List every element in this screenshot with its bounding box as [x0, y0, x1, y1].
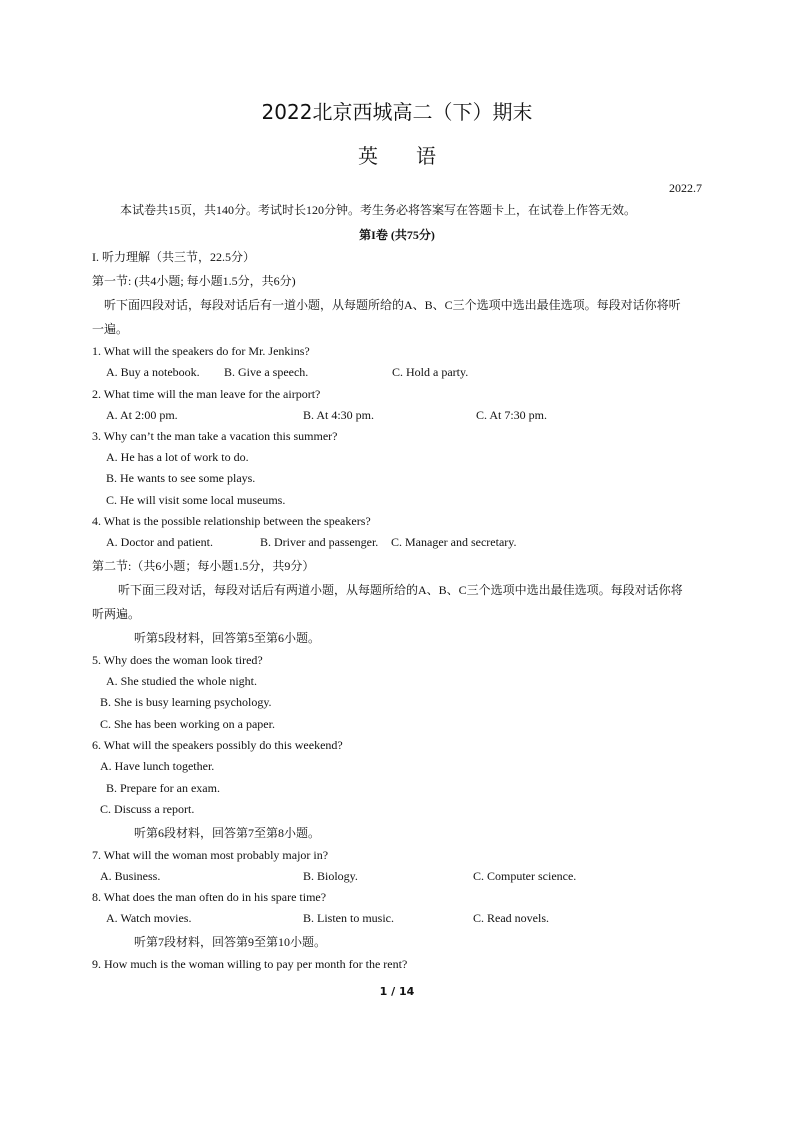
instructions-2a: 听下面三段对话，每段对话后有两道小题，从每题所给的A、B、C三个选项中选出最佳选项。每段对话你将: [118, 583, 683, 597]
question-4-option-a: A. Doctor and patient.: [106, 535, 213, 549]
question-8-option-b: B. Listen to music.: [303, 911, 394, 925]
question-1-option-a: A. Buy a notebook.: [106, 365, 200, 379]
question-3-stem: 3. Why can’t the man take a vacation this summer?: [92, 429, 338, 443]
material-5-note: 听第5段材料，回答第5至第6小题。: [134, 631, 321, 645]
question-1-stem: 1. What will the speakers do for Mr. Jenkins?: [92, 344, 310, 358]
question-1-option-b: B. Give a speech.: [224, 365, 309, 379]
material-6-note: 听第6段材料，回答第7至第8小题。: [134, 826, 321, 840]
material-7-note: 听第7段材料，回答第9至第10小题。: [134, 935, 327, 949]
instructions-1b: 一遍。: [92, 322, 129, 336]
part-title: 第I卷 (共75分): [359, 228, 435, 242]
question-6-stem: 6. What will the speakers possibly do this weekend?: [92, 738, 343, 752]
question-8-option-a: A. Watch movies.: [106, 911, 192, 925]
question-4-option-b: B. Driver and passenger.: [260, 535, 379, 549]
intro-text: 本试卷共15页，共140分。考试时长120分钟。考生务必将答案写在答题卡上，在试卷上作答无效。: [120, 203, 637, 217]
question-3-option-c: C. He will visit some local museums.: [106, 493, 286, 507]
exam-date: 2022.7: [669, 181, 702, 195]
question-5-option-c: C. She has been working on a paper.: [100, 717, 275, 731]
question-4-option-c: C. Manager and secretary.: [391, 535, 517, 549]
question-7-option-b: B. Biology.: [303, 869, 358, 883]
question-2-stem: 2. What time will the man leave for the airport?: [92, 387, 321, 401]
question-8-stem: 8. What does the man often do in his spare time?: [92, 890, 327, 904]
question-1-option-c: C. Hold a party.: [392, 365, 469, 379]
question-3-option-a: A. He has a lot of work to do.: [106, 450, 249, 464]
instructions-2b: 听两遍。: [92, 607, 141, 621]
question-5-option-a: A. She studied the whole night.: [106, 674, 257, 688]
question-4-stem: 4. What is the possible relationship between the speakers?: [92, 514, 371, 528]
section-heading: I. 听力理解（共三节，22.5分）: [92, 250, 255, 264]
question-5-option-b: B. She is busy learning psychology.: [100, 695, 272, 709]
question-7-stem: 7. What will the woman most probably major in?: [92, 848, 329, 862]
subject-title: 英语: [358, 144, 474, 168]
question-6-option-b: B. Prepare for an exam.: [106, 781, 220, 795]
question-3-option-b: B. He wants to see some plays.: [106, 471, 256, 485]
exam-title: 2022北京西城高二（下）期末: [261, 100, 533, 124]
subsection-2-heading: 第二节:（共6小题；每小题1.5分，共9分）: [92, 559, 315, 573]
question-6-option-c: C. Discuss a report.: [100, 802, 195, 816]
question-5-stem: 5. Why does the woman look tired?: [92, 653, 263, 667]
question-7-option-a: A. Business.: [100, 869, 161, 883]
subsection-1-heading: 第一节: (共4小题; 每小题1.5分，共6分): [92, 274, 296, 288]
question-6-option-a: A. Have lunch together.: [100, 759, 215, 773]
page-number: 1 / 14: [379, 985, 415, 998]
question-8-option-c: C. Read novels.: [473, 911, 549, 925]
question-7-option-c: C. Computer science.: [473, 869, 577, 883]
question-9-stem: 9. How much is the woman willing to pay per month for the rent?: [92, 957, 408, 971]
question-2-option-c: C. At 7:30 pm.: [476, 408, 548, 422]
instructions-1a: 听下面四段对话，每段对话后有一道小题，从每题所给的A、B、C三个选项中选出最佳选项。每段对话你将听: [104, 298, 681, 312]
question-2-option-a: A. At 2:00 pm.: [106, 408, 178, 422]
question-2-option-b: B. At 4:30 pm.: [303, 408, 375, 422]
